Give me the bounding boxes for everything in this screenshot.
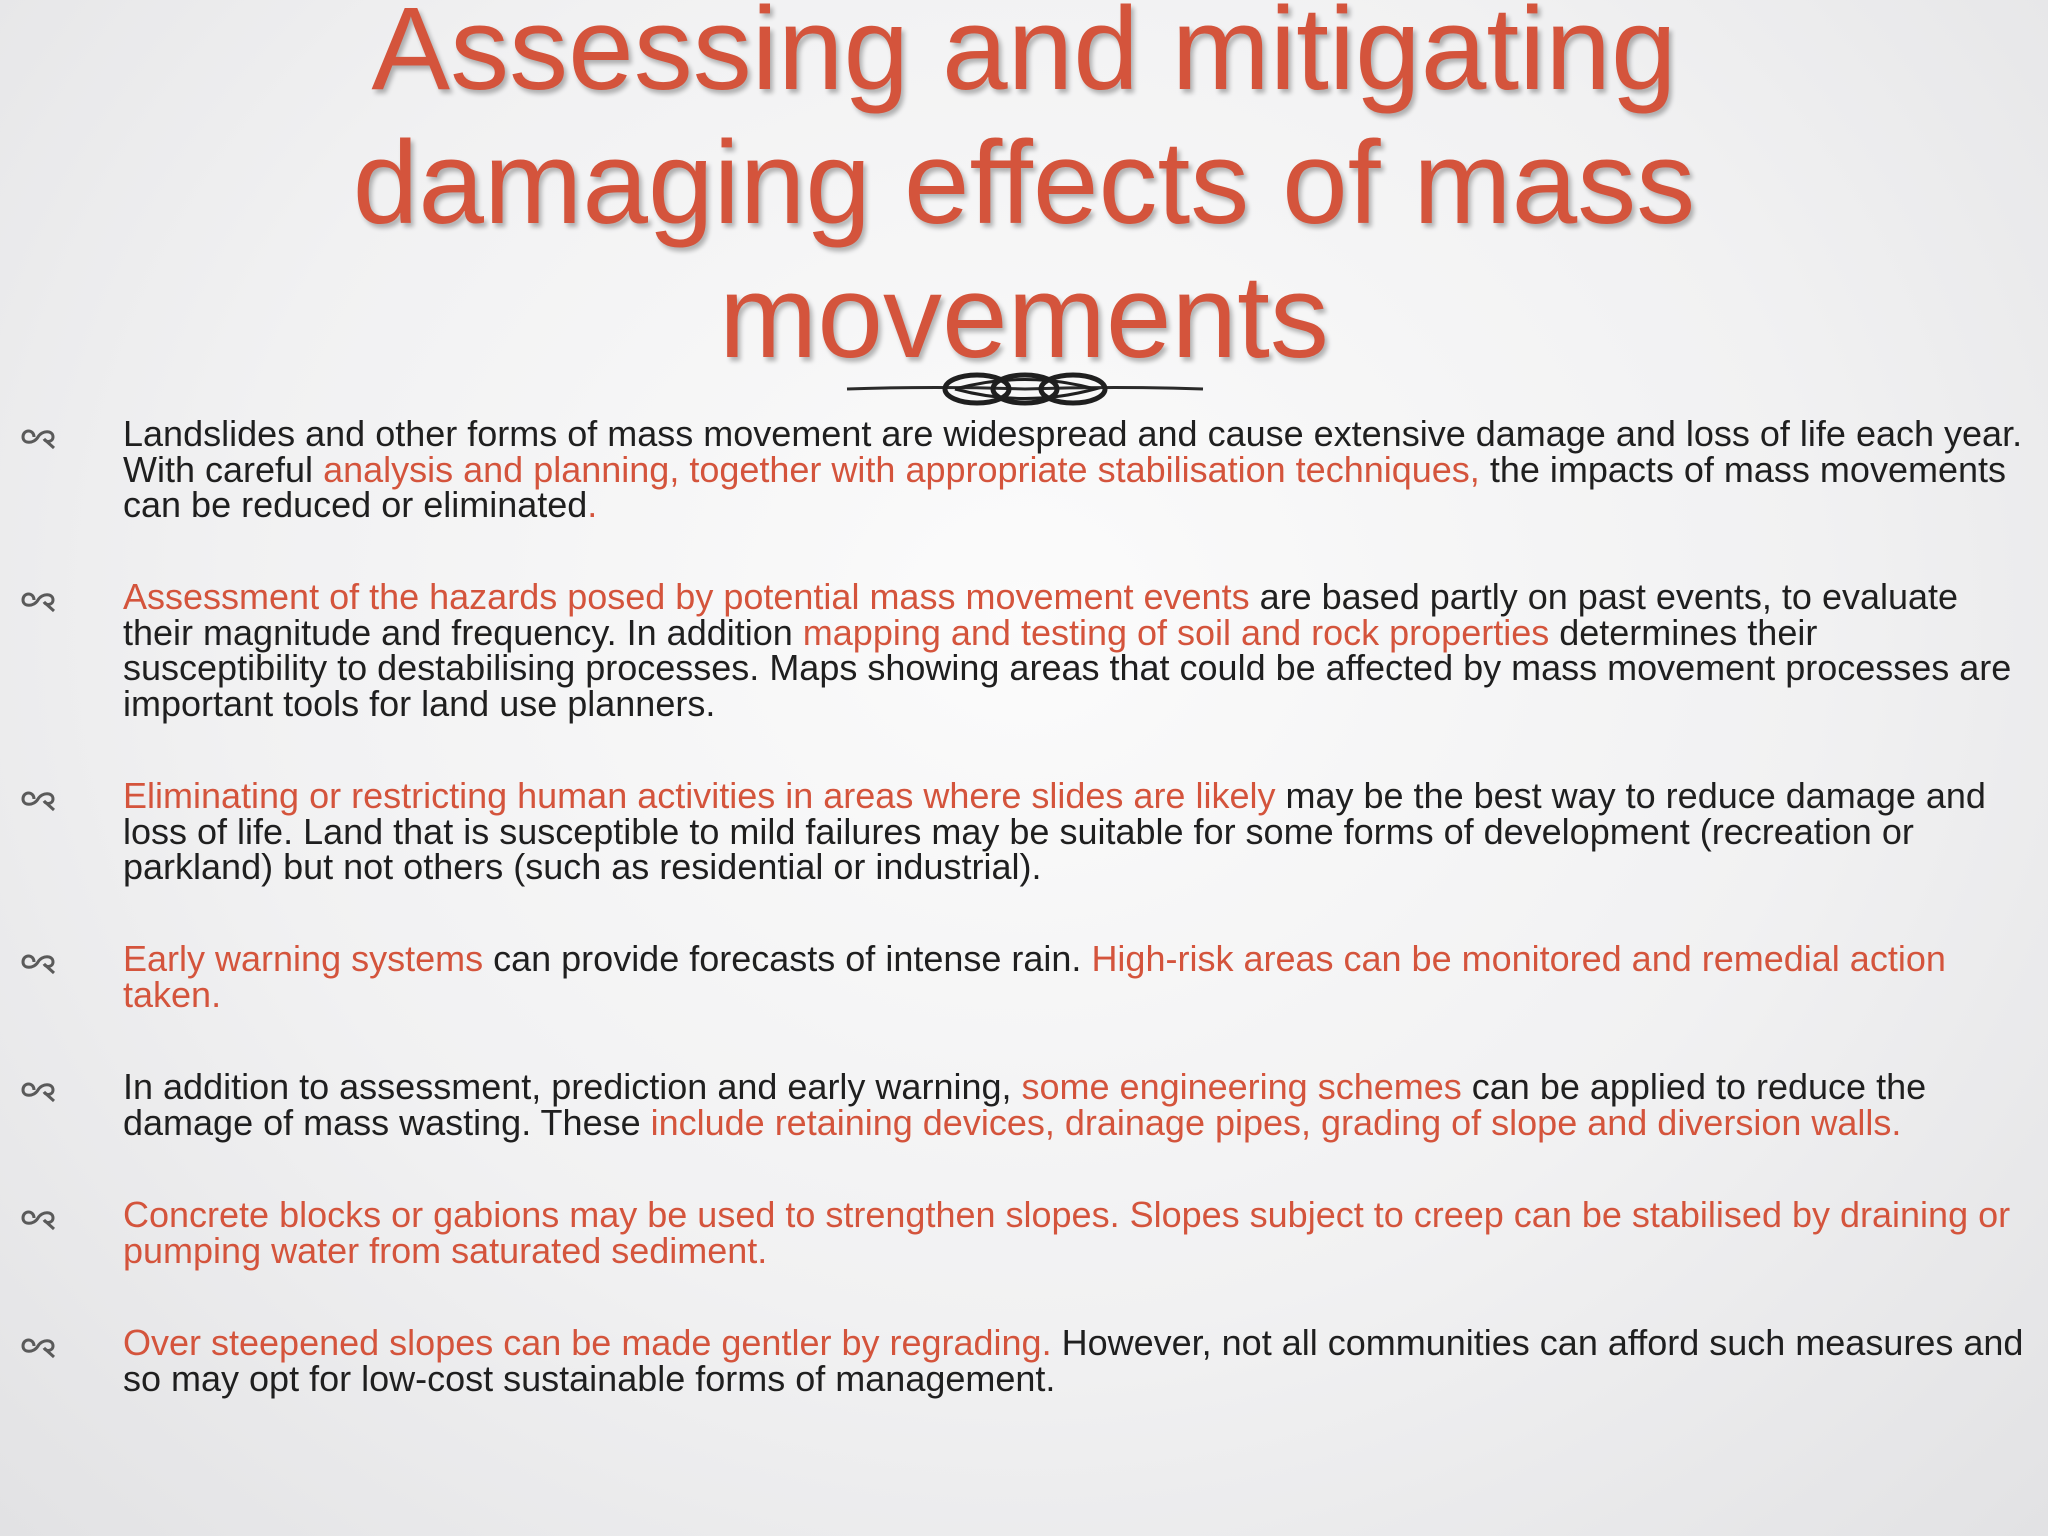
bullet-text-highlight: include retaining devices, drainage pipes, grading of slope and diversion walls. [650,1101,1902,1143]
bullet-text [123,576,2028,724]
bullet-text-segment: In addition to assessment, prediction and early warning, [123,1066,1022,1107]
bullet-text-segment: can be applied to reduce the damage of mass wasting. These [123,1066,1927,1143]
curly-scroll-bullet-icon [20,1205,58,1231]
bullet-text-highlight: analysis and planning, together with appropriate stabilisation techniques, [323,448,1480,490]
curly-scroll-bullet-icon [20,1333,58,1359]
bullet-text-highlight: . [587,484,598,525]
bullet-text-segment: may be the best way to reduce damage and loss of life. Land that is susceptible to mild failures may be suitable for some forms of development (recreation or parkland) but not others (such as residential or industrial). [123,775,1986,887]
bullet-text [123,775,2028,887]
bullet-text-segment: can provide forecasts of intense rain. [483,938,1092,979]
bullet-text-highlight: Early warning systems [123,938,484,979]
curly-scroll-bullet-icon [20,587,58,613]
bullet-text [123,1322,2028,1399]
bullet-text-segment: Landslides and other forms of mass movement are widespread and cause extensive damage and loss of life each year. With careful [123,413,2023,490]
bullet-text [123,938,2028,1015]
curly-scroll-bullet-icon [20,949,58,975]
slide-title: Assessing and mitigating damaging effects of mass movements [352,0,1696,383]
bullet-text-highlight: Over steepened slopes can be made gentler by regrading. [123,1322,1052,1363]
curly-scroll-bullet-icon [20,786,58,812]
bullet-text-segment: the impacts of mass movements can be reduced or eliminated [123,448,2006,525]
curly-scroll-bullet-icon [20,1077,58,1103]
bullet-text-segment: determines their susceptibility to destabilising processes. Maps showing areas that could be affected by mass movement processes are important tools for land use planners. [123,611,2012,724]
bullet-text [123,1194,2028,1271]
bullet-text-highlight: Assessment of the hazards posed by potential mass movement events [123,576,1250,617]
bullet-text-highlight: mapping and testing of soil and rock properties [802,611,1550,653]
bullet-text-highlight: some engineering schemes [1021,1066,1462,1107]
bullet-text-segment: However, not all communities can afford such measures and so may opt for low-cost sustainable forms of management. [123,1322,2024,1399]
bullet-text [123,1066,2028,1143]
bullet-text-segment: are based partly on past events, to evaluate their magnitude and frequency. In addition [123,576,1959,653]
bullet-text-highlight: High-risk areas can be monitored and remedial action taken. [123,938,1946,1015]
bullet-text [123,413,2028,525]
bullet-text-highlight: Concrete blocks or gabions may be used to strengthen slopes. Slopes subject to creep can be stabilised by draining or pumping water from saturated sediment. [123,1194,2011,1271]
curly-scroll-bullet-icon [20,424,58,450]
bullet-text-highlight: Eliminating or restricting human activities in areas where slides are likely [123,775,1276,816]
